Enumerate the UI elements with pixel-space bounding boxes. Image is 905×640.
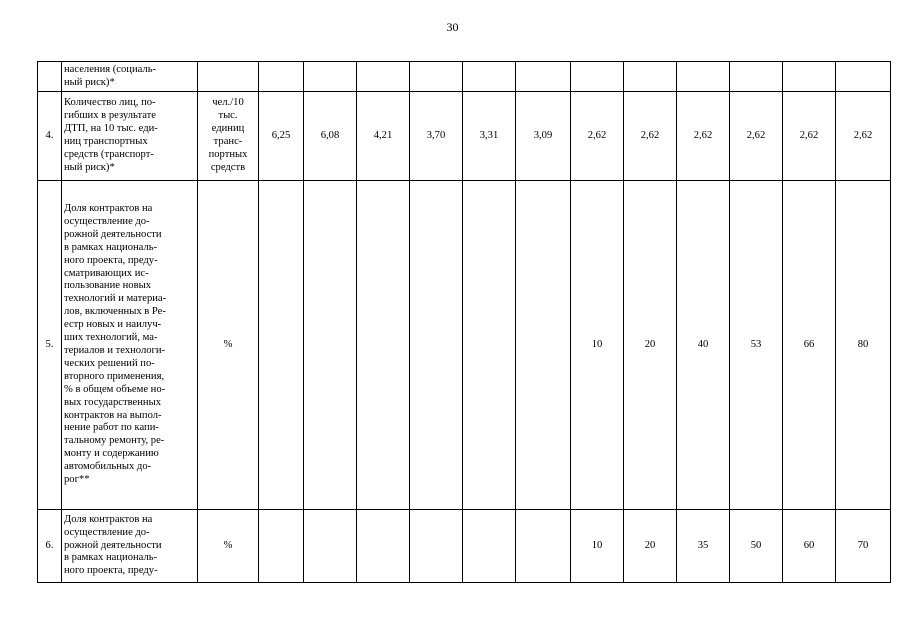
value-cell: 40 — [677, 181, 730, 510]
value-cell: 2,62 — [783, 92, 836, 181]
value-cell — [571, 62, 624, 92]
value-cell: 53 — [730, 181, 783, 510]
value-cell — [516, 510, 571, 583]
row-number: 5. — [38, 181, 62, 510]
value-cell — [836, 62, 891, 92]
value-cell: 2,62 — [836, 92, 891, 181]
value-cell — [516, 62, 571, 92]
indicator-name: Количество лиц, по- гибших в результате ДТП, на 10 тыс. еди- ниц транспортных средств (транспорт- ный риск)* — [62, 92, 198, 181]
value-cell: 4,21 — [357, 92, 410, 181]
value-cell: 35 — [677, 510, 730, 583]
value-cell: 6,25 — [259, 92, 304, 181]
value-cell: 80 — [836, 181, 891, 510]
value-cell — [516, 181, 571, 510]
table-row — [38, 92, 891, 181]
value-cell — [304, 181, 357, 510]
value-cell: 10 — [571, 510, 624, 583]
row-number: 6. — [38, 510, 62, 583]
unit-cell: чел./10 тыс. единиц транс- портных средств — [198, 92, 259, 181]
value-cell: 20 — [624, 510, 677, 583]
indicator-name: Доля контрактов на осуществление до- рожной деятельности в рамках националь- ного проекта, преду- — [62, 510, 198, 583]
unit-cell: % — [198, 510, 259, 583]
value-cell: 3,31 — [463, 92, 516, 181]
unit-cell — [198, 62, 259, 92]
page-number: 30 — [446, 20, 459, 34]
indicator-name: Доля контрактов на осуществление до- рожной деятельности в рамках националь- ного проекта, преду- сматривающих ис- пользование новых технологий и материа- лов, включенных в Ре- естр новых и наилуч- ших технологий, ма- териалов и технологи- ческих решений по- вторного применения, % в общем объеме но- вых государственных контрактов на выпол- нение работ по капи- тальному ремонту, ре- монту и содержанию автомобильных до- рог** — [62, 181, 198, 510]
value-cell — [463, 181, 516, 510]
value-cell — [410, 510, 463, 583]
value-cell — [783, 62, 836, 92]
value-cell: 50 — [730, 510, 783, 583]
value-cell — [677, 62, 730, 92]
indicator-name: населения (социаль- ный риск)* — [62, 62, 198, 92]
value-cell: 60 — [783, 510, 836, 583]
value-cell: 2,62 — [730, 92, 783, 181]
value-cell: 2,62 — [624, 92, 677, 181]
value-cell — [259, 510, 304, 583]
value-cell — [463, 62, 516, 92]
value-cell — [357, 181, 410, 510]
table-row — [38, 510, 891, 583]
value-cell: 2,62 — [571, 92, 624, 181]
value-cell: 10 — [571, 181, 624, 510]
unit-cell: % — [198, 181, 259, 510]
value-cell — [357, 62, 410, 92]
value-cell — [259, 62, 304, 92]
value-cell — [730, 62, 783, 92]
value-cell — [410, 62, 463, 92]
value-cell: 6,08 — [304, 92, 357, 181]
value-cell — [624, 62, 677, 92]
value-cell: 66 — [783, 181, 836, 510]
value-cell — [304, 62, 357, 92]
value-cell: 2,62 — [677, 92, 730, 181]
value-cell: 3,70 — [410, 92, 463, 181]
value-cell: 3,09 — [516, 92, 571, 181]
value-cell — [259, 181, 304, 510]
value-cell: 20 — [624, 181, 677, 510]
value-cell — [304, 510, 357, 583]
indicators-table — [37, 61, 891, 583]
row-number — [38, 62, 62, 92]
value-cell — [410, 181, 463, 510]
value-cell: 70 — [836, 510, 891, 583]
table-row — [38, 62, 891, 92]
row-number: 4. — [38, 92, 62, 181]
value-cell — [357, 510, 410, 583]
value-cell — [463, 510, 516, 583]
table-row — [38, 181, 891, 510]
